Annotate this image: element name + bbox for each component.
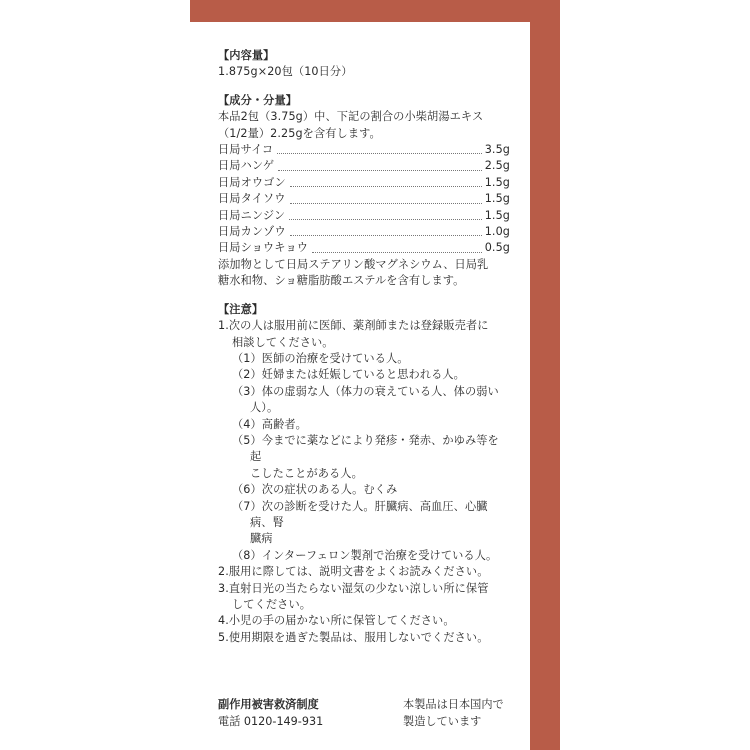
- ingredient-amount: 1.5g: [484, 192, 510, 206]
- made-in-line1: 本製品は日本国内で: [403, 698, 504, 711]
- ingredient-row: [218, 240, 510, 256]
- label-content: [218, 48, 510, 646]
- made-in-notice: [403, 696, 513, 730]
- ingredient-amount: 1.5g: [484, 208, 510, 222]
- caution-item-1: [218, 318, 510, 351]
- section-gap: [218, 81, 510, 93]
- caution-sub-item-line1: （7）次の診断を受けた人。肝臓病、高血圧、心臓病、腎: [232, 499, 488, 529]
- relief-info: [218, 696, 378, 730]
- caution-item-3-line1: 3.直射日光の当たらない湿気の少ない涼しい所に保管: [218, 581, 489, 595]
- ingredient-name: 日局ショウキョウ: [218, 241, 309, 255]
- caution-item-2: 2.服用に際しては、説明文書をよくお読みください。: [218, 565, 489, 579]
- ingredients-intro-line2: （1/2量）2.25gを含有します。: [218, 126, 381, 140]
- label-card: [190, 22, 530, 750]
- dot-leader: [312, 252, 482, 253]
- cautions-heading: 【注意】: [218, 302, 264, 316]
- caution-sub-item: （6）次の症状のある人。むくみ: [232, 483, 398, 497]
- contents-text: 1.875g×20包（10日分）: [218, 65, 353, 79]
- dot-leader: [290, 235, 482, 236]
- additives-line1: 添加物として日局ステアリン酸マグネシウム、日局乳: [218, 257, 489, 271]
- caution-sub-item: （8）インターフェロン製剤で治療を受けている人。: [232, 548, 498, 562]
- relief-title: 副作用被害救済制度: [218, 698, 319, 711]
- dot-leader: [290, 186, 482, 187]
- caution-sub-item: [218, 499, 510, 548]
- caution-sub-item-line1: （5）今までに薬などにより発疹・発赤、かゆみ等を起: [232, 433, 499, 464]
- section-gap: [218, 290, 510, 302]
- caution-item-3-line2: してください。: [232, 598, 312, 611]
- caution-item-1-line1: 1.次の人は服用前に医師、薬剤師または登録販売者に: [218, 319, 489, 333]
- dot-leader: [278, 170, 481, 171]
- caution-item-1-line2: 相談してください。: [232, 335, 334, 349]
- ingredient-amount: 3.5g: [484, 143, 510, 157]
- ingredient-name: 日局ハンゲ: [218, 159, 275, 173]
- ingredient-row: [218, 224, 510, 240]
- ingredient-name: 日局ニンジン: [218, 208, 286, 222]
- ingredient-amount: 1.0g: [484, 225, 510, 239]
- caution-sub-item: （3）体の虚弱な人（体力の衰えている人、体の弱い人）。: [232, 384, 499, 415]
- ingredient-row: [218, 208, 510, 224]
- made-in-line2: 製造しています: [403, 715, 482, 728]
- ingredient-row: [218, 175, 510, 191]
- relief-phone: 電話 0120-149-931: [218, 715, 324, 728]
- ingredient-amount: 2.5g: [484, 159, 510, 173]
- ingredient-name: 日局タイソウ: [218, 192, 286, 206]
- dot-leader: [290, 203, 482, 204]
- caution-item-5: 5.使用期限を過ぎた製品は、服用しないでください。: [218, 630, 489, 644]
- ingredient-amount: 0.5g: [484, 241, 510, 255]
- ingredient-row: [218, 191, 510, 207]
- caution-sub-item: [218, 433, 510, 482]
- ingredients-heading: 【成分・分量】: [218, 93, 298, 107]
- dot-leader: [277, 153, 481, 154]
- caution-sub-item: （1）医師の治療を受けている人。: [232, 351, 409, 365]
- caution-sub-item: （4）高齢者。: [232, 417, 307, 431]
- contents-heading: 【内容量】: [218, 49, 275, 62]
- additives-line2: 糖水和物、ショ糖脂肪酸エステルを含有します。: [218, 274, 465, 288]
- ingredient-amount: 1.5g: [484, 175, 510, 189]
- ingredient-row: [218, 142, 510, 158]
- ingredient-name: 日局カンゾウ: [218, 225, 286, 239]
- ingredient-name: 日局サイコ: [218, 143, 274, 157]
- ingredient-row: [218, 158, 510, 174]
- caution-item-4: 4.小児の手の届かない所に保管してください。: [218, 614, 455, 628]
- ingredients-intro-line1: 本品2包（3.75g）中、下記の割合の小柴胡湯エキス: [218, 110, 484, 124]
- caution-sub-item-line2: こしたことがある人。: [250, 466, 363, 480]
- package-panel: [190, 0, 560, 750]
- caution-sub-item: （2）妊婦または妊娠していると思われる人。: [232, 368, 465, 382]
- ingredient-name: 日局オウゴン: [218, 175, 286, 189]
- dot-leader: [289, 219, 482, 220]
- caution-sub-item-line2: 臓病: [250, 532, 273, 546]
- caution-item-3: [218, 581, 510, 614]
